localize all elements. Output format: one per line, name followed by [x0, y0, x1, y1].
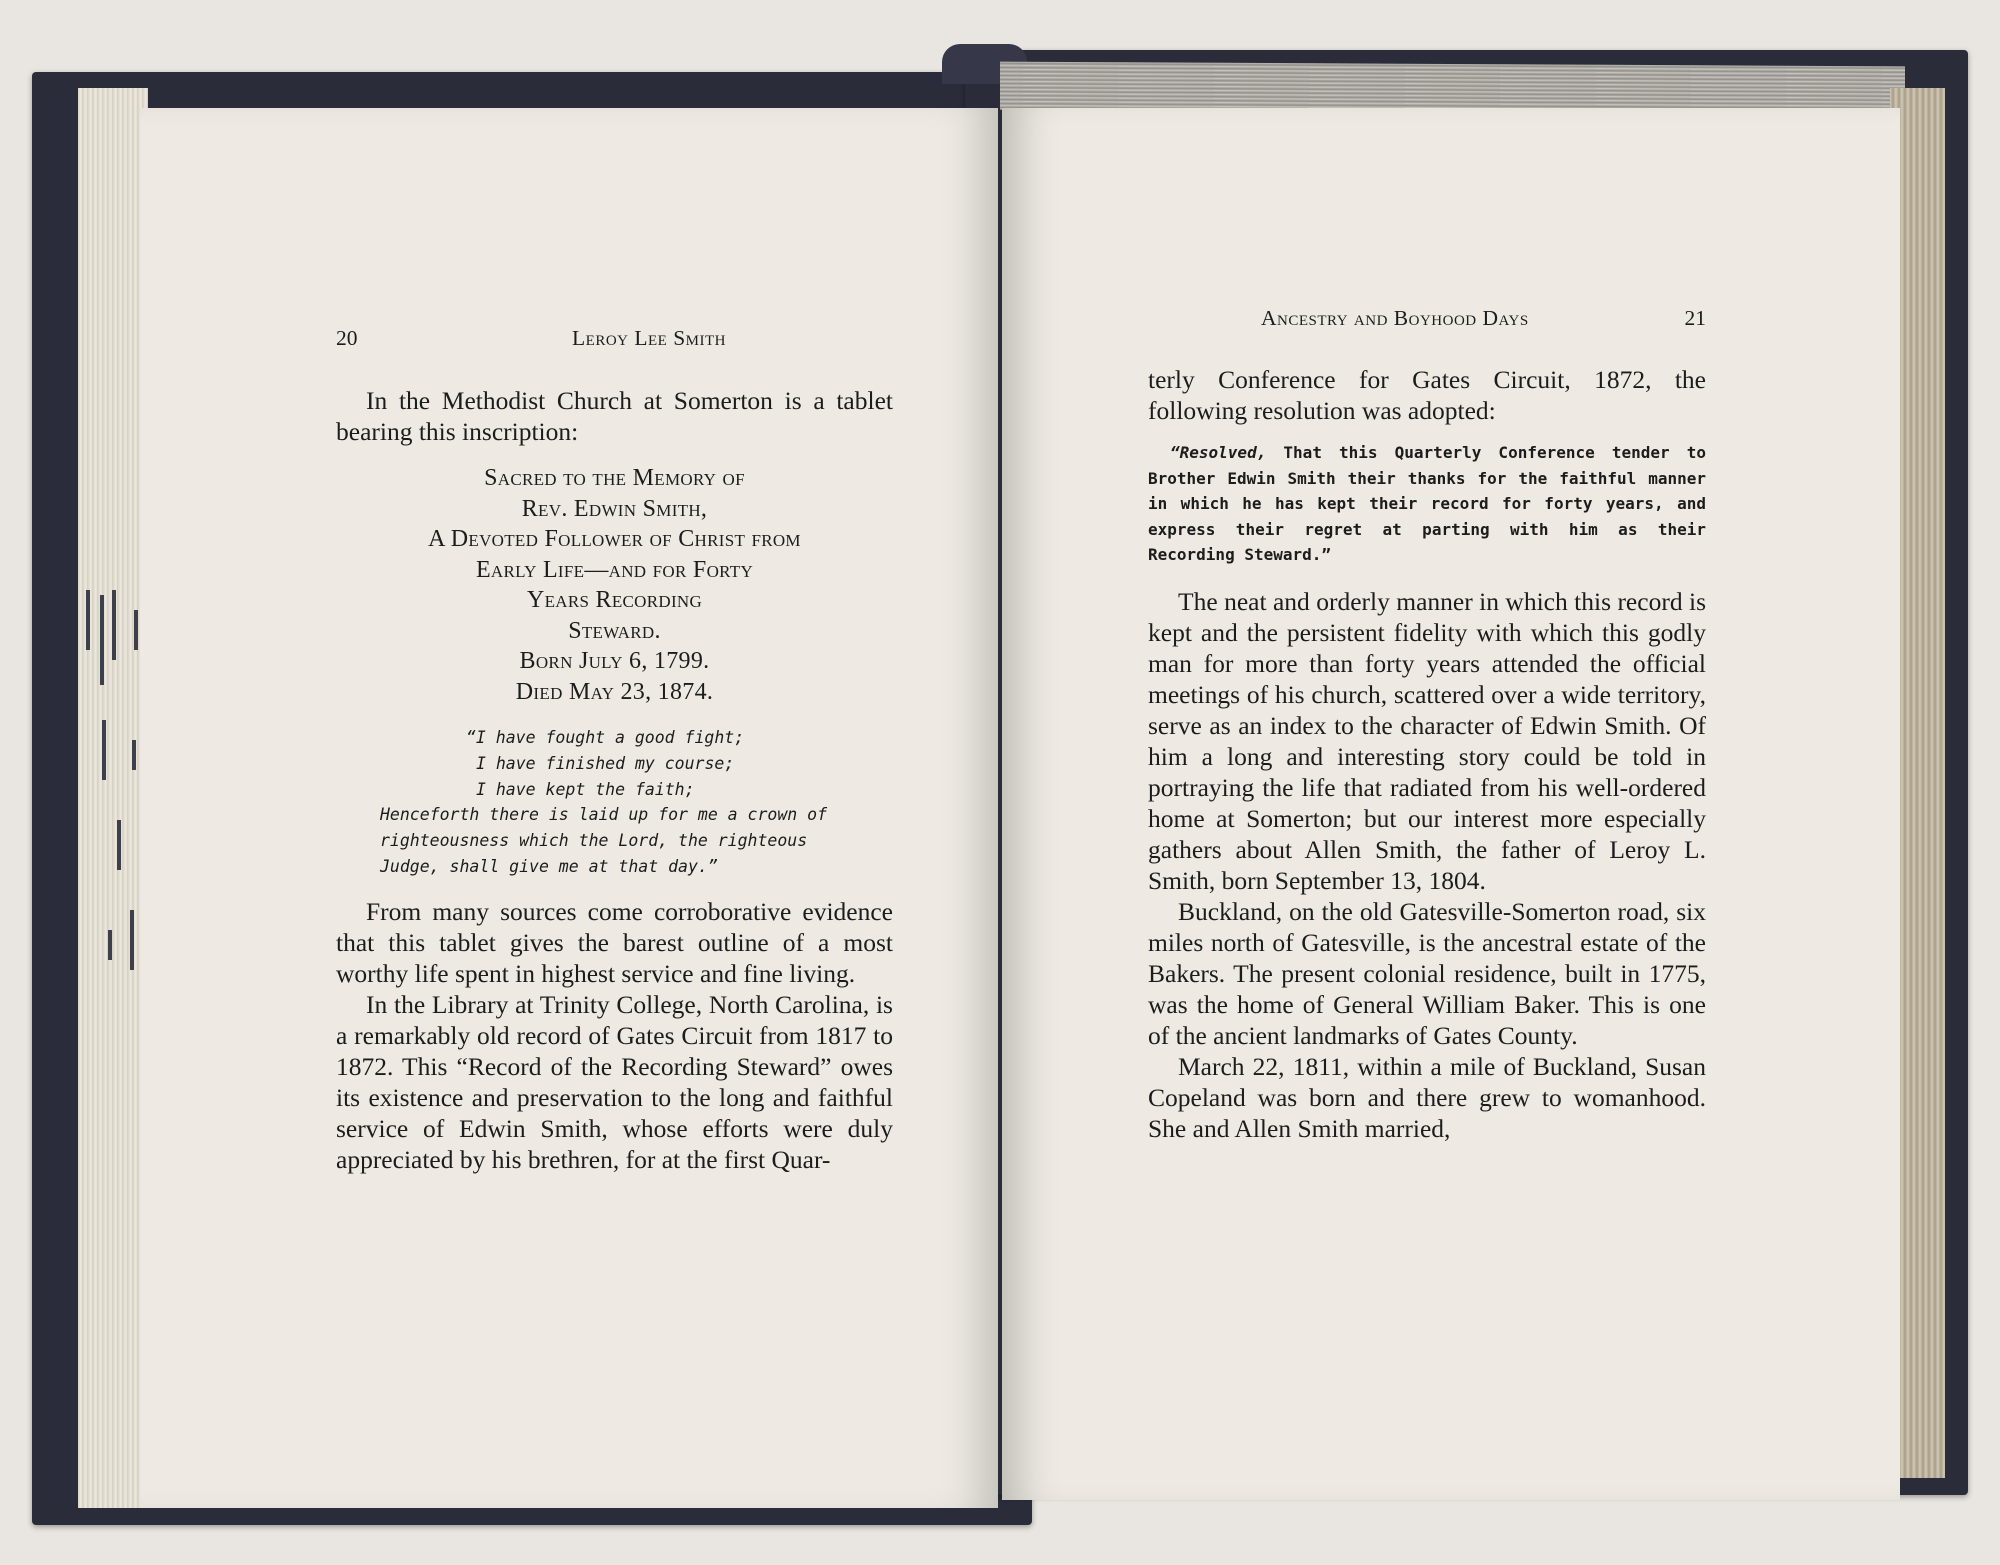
running-title: Leroy Lee Smith — [572, 326, 726, 350]
inscription-line: A Devoted Follower of Christ from — [428, 526, 801, 552]
inscription-line: Sacred to the Memory of — [484, 465, 745, 491]
verse-line: Judge, shall give me at that day.” — [380, 856, 718, 876]
intro-paragraph: In the Methodist Church at Somerton is a tablet bearing this inscription: — [336, 386, 893, 446]
resolution-text: That this Quarterly Conference tender to Brother Edwin Smith their thanks for the faithful manner in which he has kept their record for forty years, and express their regret at parting with him as their Recording Steward.” — [1148, 443, 1706, 565]
right-running-head — [1255, 306, 1706, 331]
inscription-line: Years Recording — [526, 587, 703, 613]
body-paragraph: The neat and orderly manner in which this record is kept and the persistent fidelity with which this godly man for more than forty years attended the official meetings of his church, scattered over a wide territory, serve as an index to the character of Edwin Smith. Of him a long and interesting story could be told in portraying the life that radiated from his well-ordered home at Somerton; but our interest more especially gathers about Allen Smith, the father of Leroy L. Smith, born September 13, 1804. — [1148, 586, 1706, 895]
memorial-inscription — [336, 463, 893, 707]
body-paragraph: In the Library at Trinity College, North Carolina, is a remarkably old record of Gates Circuit from 1817 to 1872. This “Record of the Recording Steward” owes its existence and preservation to the long and faithful service of Edwin Smith, whose efforts were duly appreciated by his brethren, for at the first Quar- — [336, 989, 893, 1174]
body-paragraph: Buckland, on the old Gatesville-Somerton road, six miles north of Gatesville, is the ancestral estate of the Bakers. The present colonial residence, built in 1775, was the home of General William Baker. This is one of the ancient landmarks of Gates County. — [1148, 896, 1706, 1050]
inscription-line: Rev. Edwin Smith, — [521, 495, 708, 522]
running-title: Ancestry and Boyhood Days — [1261, 306, 1529, 330]
page-block-top-edge — [1000, 62, 1905, 115]
verse-line: Henceforth there is laid up for me a crown of — [380, 805, 828, 825]
left-page — [140, 108, 998, 1508]
tab-marks — [82, 590, 142, 1010]
left-running-head — [336, 326, 726, 351]
inscription-line: Born July 6, 1799. — [519, 648, 710, 674]
right-body — [1148, 364, 1706, 1144]
inscription-line: Steward. — [568, 617, 661, 644]
verse-line: I have kept the faith; — [476, 779, 695, 799]
left-body — [336, 385, 893, 1175]
body-paragraph: From many sources come corroborative evidence that this tablet gives the barest outline of a most worthy life spent in highest service and fine living. — [336, 896, 893, 988]
inscription-line: Died May 23, 1874. — [515, 678, 714, 705]
page-number: 21 — [1684, 306, 1706, 330]
right-page — [1002, 108, 1900, 1500]
resolution-lead: “Resolved, — [1170, 443, 1267, 462]
verse-line: “I have fought a good fight; — [466, 728, 745, 747]
continuation-paragraph: terly Conference for Gates Circuit, 1872, the following resolution was adopted: — [1148, 365, 1706, 425]
resolution-quote — [1148, 440, 1706, 568]
body-paragraph: March 22, 1811, within a mile of Buckland, Susan Copeland was born and there grew to womanhood. She and Allen Smith married, — [1148, 1051, 1706, 1143]
page-number: 20 — [336, 326, 358, 350]
scripture-verse — [336, 725, 893, 880]
verse-line: righteousness which the Lord, the righteous — [380, 831, 808, 851]
verse-line: I have finished my course; — [476, 753, 735, 773]
inscription-line: Early Life—and for Forty — [475, 556, 754, 583]
